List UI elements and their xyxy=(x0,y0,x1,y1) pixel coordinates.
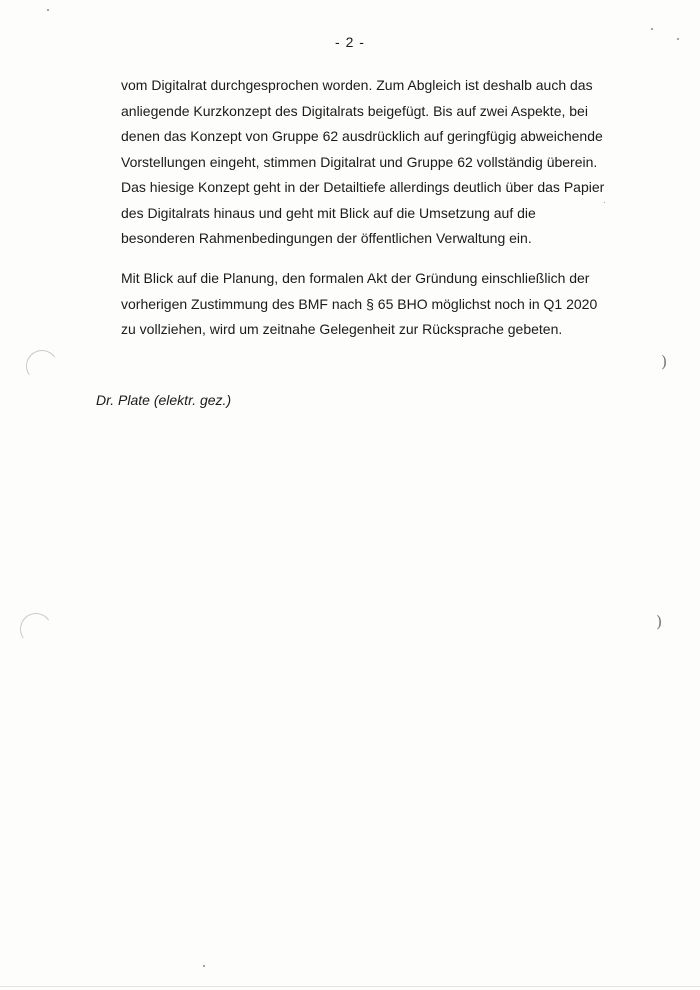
paragraph-line: zu vollziehen, wird um zeitnahe Gelegenheit zur Rücksprache gebeten. xyxy=(121,321,563,337)
paragraph-line: denen das Konzept von Gruppe 62 ausdrücklich auf geringfügig abweichende xyxy=(121,128,603,144)
scan-speck xyxy=(677,38,679,40)
scan-speck xyxy=(604,202,605,203)
scan-speck xyxy=(651,28,653,30)
page-number: - 2 - xyxy=(335,34,365,50)
paragraph-line: Vorstellungen eingeht, stimmen Digitalrat und Gruppe 62 vollständig überein. xyxy=(121,153,598,170)
punch-hole-mark xyxy=(17,610,54,647)
paragraph-line: Mit Blick auf die Planung, den formalen Akt der Gründung einschließlich der xyxy=(121,270,590,286)
paragraph-line: anliegende Kurzkonzept des Digitalrats beigefügt. Bis auf zwei Aspekte, bei xyxy=(121,102,588,119)
scan-speck xyxy=(47,9,49,11)
paragraph-line: vom Digitalrat durchgesprochen worden. Zum Abgleich ist deshalb auch das xyxy=(121,77,593,93)
margin-bracket-mark: ) xyxy=(656,612,663,631)
paragraph-line: besonderen Rahmenbedingungen der öffentlichen Verwaltung ein. xyxy=(121,230,532,246)
body-paragraph xyxy=(121,266,641,343)
paragraph-line: vorherigen Zustimmung des BMF nach § 65 BHO möglichst noch in Q1 2020 xyxy=(121,295,598,312)
body-paragraph xyxy=(121,73,641,252)
margin-bracket-mark: ) xyxy=(661,352,668,371)
paragraph-line: des Digitalrats hinaus und geht mit Blick auf die Umsetzung auf die xyxy=(121,204,536,221)
page-bottom-edge xyxy=(0,986,700,987)
scan-speck xyxy=(203,965,205,967)
punch-hole-mark xyxy=(23,347,60,384)
signature-line: Dr. Plate (elektr. gez.) xyxy=(96,392,232,408)
paragraph-line: Das hiesige Konzept geht in der Detailtiefe allerdings deutlich über das Papier xyxy=(121,179,605,195)
